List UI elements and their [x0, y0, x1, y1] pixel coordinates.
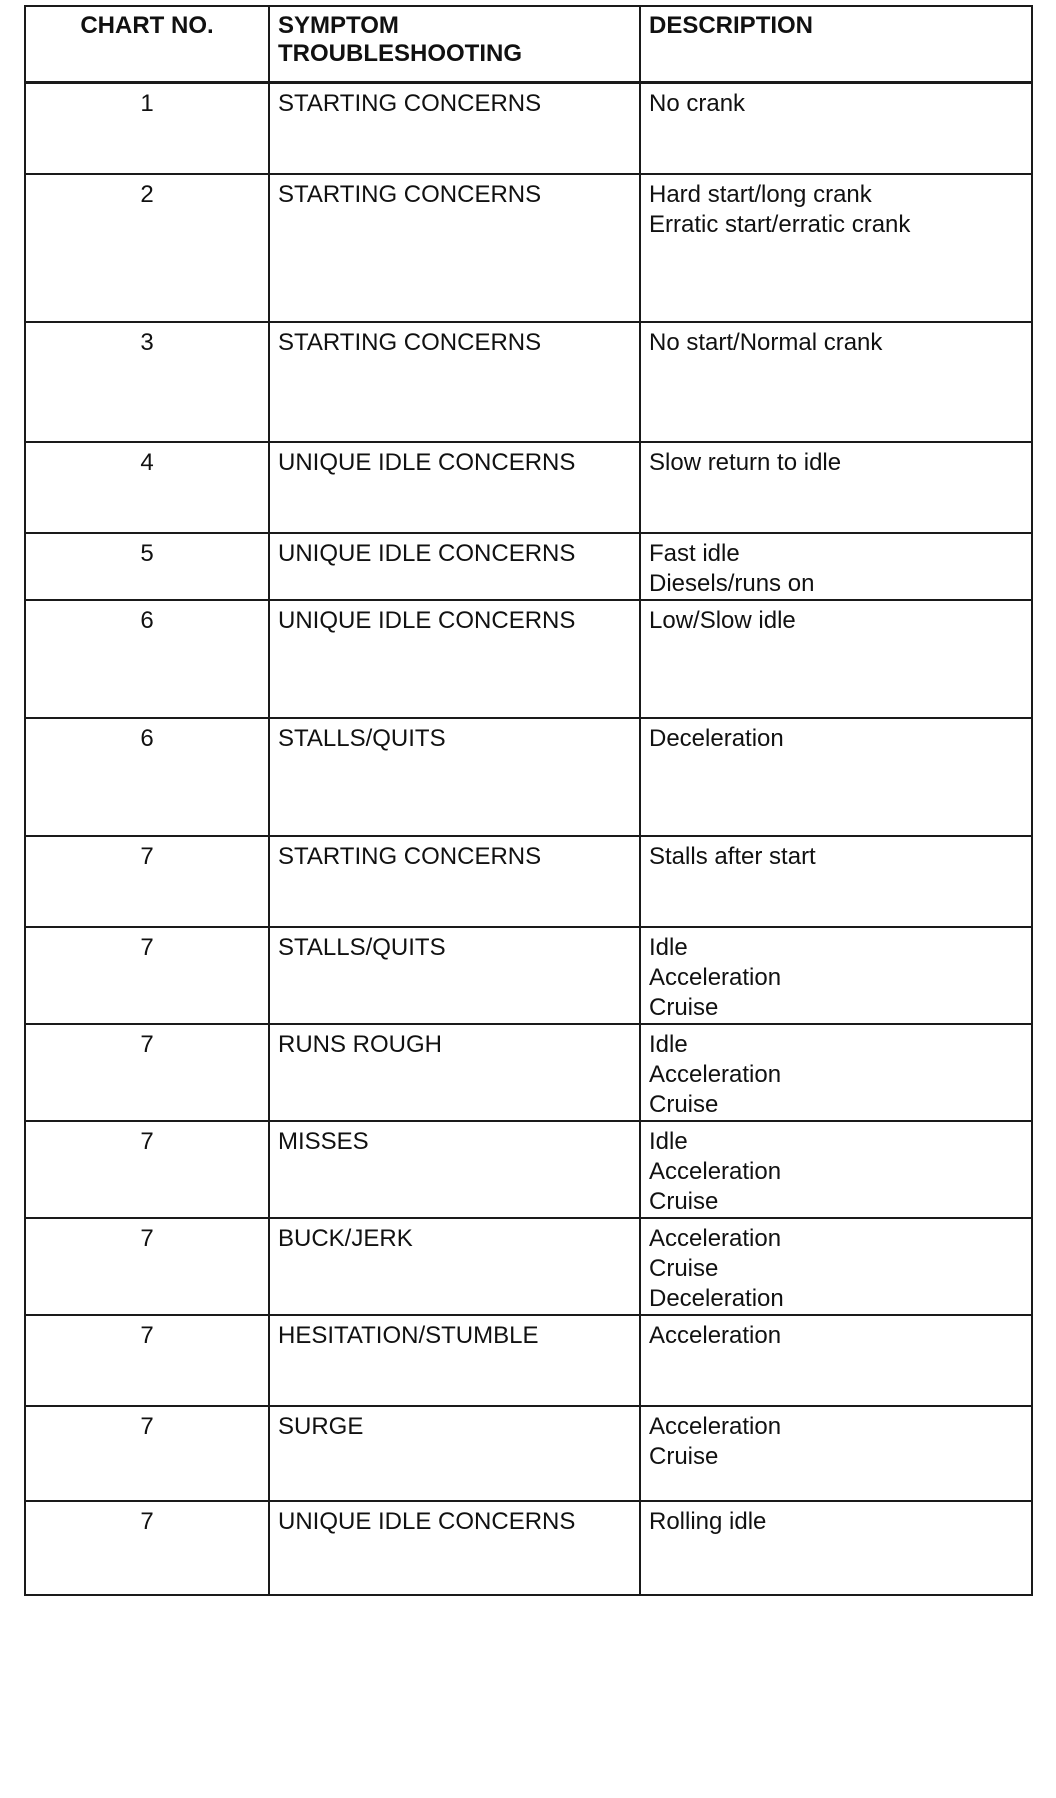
table-row [25, 927, 1032, 1024]
symptom-cell: STARTING CONCERNS [269, 174, 640, 322]
description-line: Cruise [649, 1443, 719, 1470]
description-line: Acceleration [649, 1158, 782, 1185]
symptom-header [269, 6, 640, 82]
chart-number-cell: 7 [25, 836, 269, 927]
chart-number-cell: 6 [25, 718, 269, 836]
description-cell [640, 1024, 1032, 1121]
table-row [25, 322, 1032, 442]
description-line: Slow return to idle [649, 449, 842, 476]
symptom-cell: SURGE [269, 1406, 640, 1501]
symptom-cell: STALLS/QUITS [269, 718, 640, 836]
description-line: Diesels/runs on [649, 570, 815, 597]
description-cell [640, 1121, 1032, 1218]
description-cell [640, 1218, 1032, 1315]
chart-number-cell: 4 [25, 442, 269, 533]
table-row [25, 82, 1032, 174]
symptom-cell: STARTING CONCERNS [269, 322, 640, 442]
description-line: Fast idle [649, 540, 740, 567]
description-line: Rolling idle [649, 1508, 767, 1535]
symptom-cell: UNIQUE IDLE CONCERNS [269, 442, 640, 533]
table-row [25, 1121, 1032, 1218]
table-body [25, 82, 1032, 1595]
symptom-cell: MISSES [269, 1121, 640, 1218]
symptom-header-line2: TROUBLESHOOTING [278, 40, 522, 67]
description-line: Idle [649, 1031, 688, 1058]
chart-number-cell: 7 [25, 1406, 269, 1501]
chart-number-cell: 3 [25, 322, 269, 442]
table-row [25, 836, 1032, 927]
symptom-header-line1: SYMPTOM [278, 12, 399, 39]
chart-number-cell: 7 [25, 1501, 269, 1595]
table-row [25, 600, 1032, 718]
description-line: Cruise [649, 1091, 719, 1118]
description-line: Cruise [649, 994, 719, 1021]
chart-no-header-label: CHART NO. [80, 12, 214, 39]
symptom-cell: STARTING CONCERNS [269, 82, 640, 174]
table-header-row [25, 6, 1032, 82]
chart-number-cell: 5 [25, 533, 269, 600]
description-cell [640, 442, 1032, 533]
symptom-cell: UNIQUE IDLE CONCERNS [269, 1501, 640, 1595]
table-row [25, 174, 1032, 322]
description-line: Acceleration [649, 964, 782, 991]
description-line: Low/Slow idle [649, 607, 796, 634]
description-line: Cruise [649, 1188, 719, 1215]
chart-number-cell: 2 [25, 174, 269, 322]
chart-number-cell: 7 [25, 1121, 269, 1218]
description-line: Idle [649, 1128, 688, 1155]
description-cell [640, 600, 1032, 718]
description-line: Stalls after start [649, 843, 816, 870]
description-cell [640, 322, 1032, 442]
table-row [25, 1024, 1032, 1121]
description-line: Deceleration [649, 1285, 784, 1312]
description-line: Acceleration [649, 1225, 782, 1252]
table-row [25, 718, 1032, 836]
table-row [25, 1218, 1032, 1315]
table-row [25, 442, 1032, 533]
description-line: Acceleration [649, 1413, 782, 1440]
description-cell [640, 174, 1032, 322]
description-line: Acceleration [649, 1322, 782, 1349]
description-line: Idle [649, 934, 688, 961]
chart-number-cell: 1 [25, 82, 269, 174]
description-line: Acceleration [649, 1061, 782, 1088]
symptom-chart-table [24, 5, 1033, 1596]
table-row [25, 1501, 1032, 1595]
symptom-cell: HESITATION/STUMBLE [269, 1315, 640, 1406]
symptom-cell: BUCK/JERK [269, 1218, 640, 1315]
description-cell [640, 718, 1032, 836]
description-cell [640, 927, 1032, 1024]
table-row [25, 533, 1032, 600]
description-header [640, 6, 1032, 82]
description-line: Cruise [649, 1255, 719, 1282]
description-line: Hard start/long crank [649, 181, 872, 208]
symptom-cell: STARTING CONCERNS [269, 836, 640, 927]
description-header-label: DESCRIPTION [649, 12, 814, 39]
description-cell [640, 836, 1032, 927]
symptom-cell: UNIQUE IDLE CONCERNS [269, 600, 640, 718]
table-row [25, 1315, 1032, 1406]
description-line: Deceleration [649, 725, 784, 752]
chart-no-header [25, 6, 269, 82]
symptom-cell: STALLS/QUITS [269, 927, 640, 1024]
chart-number-cell: 7 [25, 1315, 269, 1406]
chart-number-cell: 7 [25, 927, 269, 1024]
description-cell [640, 1315, 1032, 1406]
chart-number-cell: 7 [25, 1024, 269, 1121]
description-cell [640, 533, 1032, 600]
description-line: No crank [649, 89, 746, 117]
chart-number-cell: 7 [25, 1218, 269, 1315]
description-line: No start/Normal crank [649, 329, 883, 356]
description-cell [640, 1501, 1032, 1595]
description-cell [640, 1406, 1032, 1501]
description-cell [640, 82, 1032, 174]
description-line: Erratic start/erratic crank [649, 211, 911, 238]
symptom-cell: UNIQUE IDLE CONCERNS [269, 533, 640, 600]
symptom-cell: RUNS ROUGH [269, 1024, 640, 1121]
table-row [25, 1406, 1032, 1501]
chart-number-cell: 6 [25, 600, 269, 718]
